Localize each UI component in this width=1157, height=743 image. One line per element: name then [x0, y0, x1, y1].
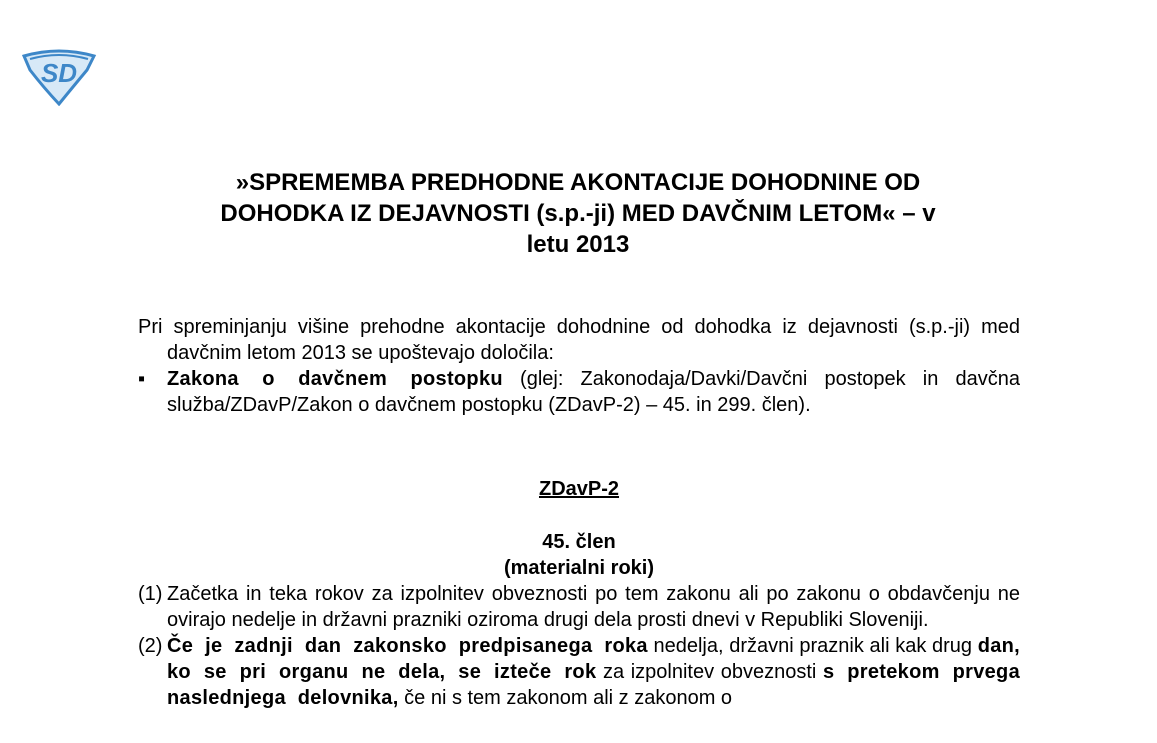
title-line-3: letu 2013	[526, 231, 630, 258]
article-number: 45. člen	[542, 531, 616, 553]
item-text: za izpolnitev obveznosti	[596, 661, 823, 683]
item-bold-text: Če je zadnji dan zakonsko predpisanega roka	[167, 635, 648, 657]
item-text: nedelja, državni praznik ali kak drug	[647, 635, 978, 657]
bullet-rest-text: (glej: Zakonodaja/Davki/Davčni postopek in davčna služba/ZDavP/Zakon o davčnem postopku (ZDavP-2) – 45. in 299. člen).	[167, 368, 1020, 416]
title-line-2: DOHODKA IZ DEJAVNOSTI (s.p.-ji) MED DAVČNIM LETOM« – v	[220, 200, 936, 227]
bullet-bold-text: Zakona o davčnem postopku	[167, 368, 503, 390]
article-item-2	[138, 633, 1020, 711]
document-title	[170, 167, 986, 260]
item-bold-text: s pretekom prvega naslednjega delovnika,	[167, 661, 1020, 709]
item-number: (1)	[138, 583, 163, 605]
article-item-1	[138, 581, 1020, 633]
logo-letters: SD	[40, 58, 78, 88]
sd-shield-logo-icon	[20, 48, 98, 106]
section-heading: ZDavP-2	[538, 478, 620, 500]
item-bold-text: dan, ko se pri organu ne dela, se izteče rok	[167, 635, 1021, 683]
intro-paragraph: Pri spreminjanju višine prehodne akontacije dohodnine od dohodka iz dejavnosti (s.p.-ji) med davčnim letom 2013 se upoštevajo določila:	[138, 316, 1020, 364]
article-title: (materialni roki)	[503, 557, 655, 579]
item-number: (2)	[138, 635, 163, 657]
title-line-1: »SPREMEMBA PREDHODNE AKONTACIJE DOHODNINE OD	[235, 169, 921, 196]
item-text: če ni s tem zakonom ali z zakonom o	[398, 687, 733, 709]
bullet-item	[138, 366, 1020, 418]
sd-logo	[20, 48, 98, 106]
item-text: Začetka in teka rokov za izpolnitev obveznosti po tem zakonu ali po zakonu o obdavčenju ne ovirajo nedelje in državni prazniki oziroma drugi dela prosti dnevi v Republiki Sloveniji.	[167, 583, 1020, 631]
document-body	[138, 314, 1020, 711]
bullet-marker: ▪	[138, 368, 146, 390]
